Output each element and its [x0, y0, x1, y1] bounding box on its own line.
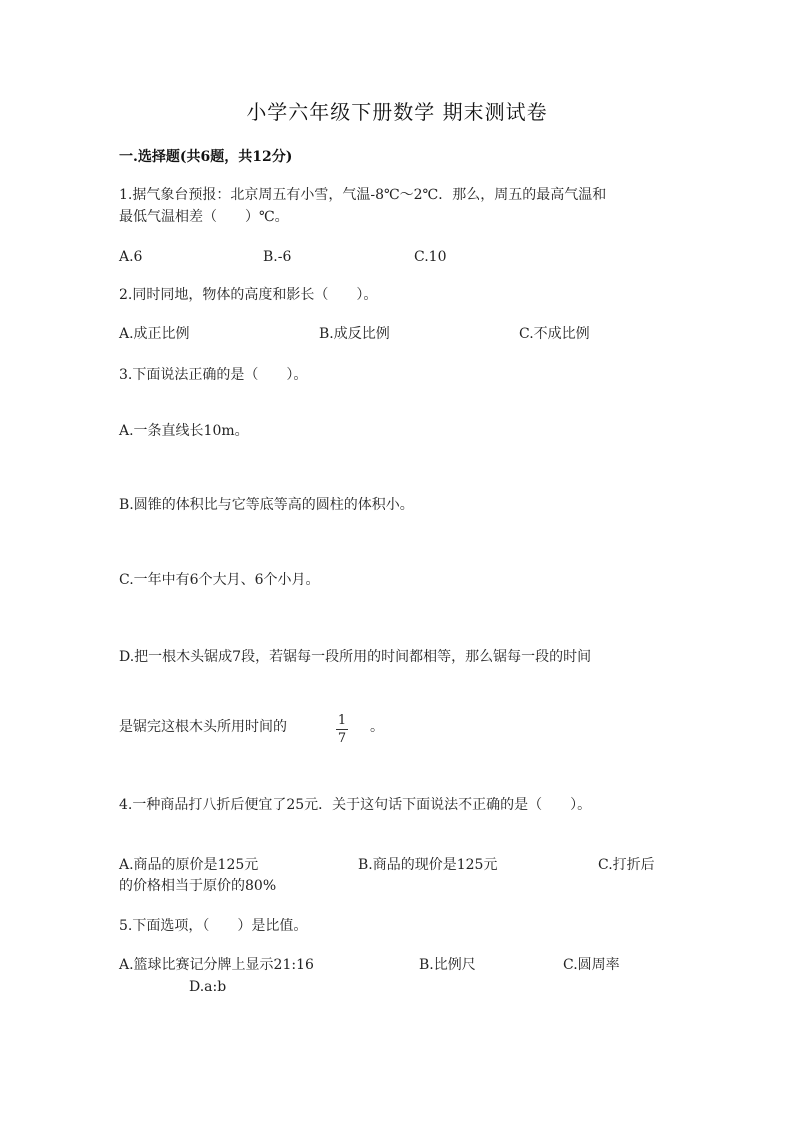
page-title: 小学六年级下册数学 期末测试卷	[246, 100, 548, 124]
question-3-option-b: B.圆锥的体积比与它等底等高的圆柱的体积小。	[119, 497, 414, 513]
question-4-option-a: A.商品的原价是125元	[119, 857, 259, 873]
question-3-option-d-end: 。	[370, 719, 384, 735]
question-1-option-a: A.6	[119, 249, 143, 265]
question-5-option-c: C.圆周率	[563, 957, 620, 973]
question-1-line-1: 1.据气象台预报：北京周五有小雪，气温-8℃～2℃．那么，周五的最高气温和	[119, 187, 607, 203]
question-3-option-d-line-2: 是锯完这根木头所用时间的	[119, 719, 287, 735]
question-3-option-d-line-1: D.把一根木头锯成7段，若锯每一段所用的时间都相等，那么锯每一段的时间	[119, 649, 592, 665]
fraction-one-seventh	[334, 713, 350, 746]
question-3-line-1: 3.下面说法正确的是（ ）。	[119, 367, 308, 383]
fraction-bar	[336, 729, 348, 730]
question-4-option-b: B.商品的现价是125元	[358, 857, 498, 873]
question-5-line-1: 5.下面选项，（ ）是比值。	[119, 918, 308, 934]
question-2-option-a: A.成正比例	[119, 326, 190, 342]
question-4-option-c: C.打折后	[598, 857, 655, 873]
question-4-line-1: 4.一种商品打八折后便宜了25元．关于这句话下面说法不正确的是（ ）。	[119, 797, 592, 813]
fraction-denominator: 7	[337, 731, 347, 746]
fraction-numerator: 1	[337, 713, 347, 728]
question-1-line-2: 最低气温相差（ ）℃。	[119, 209, 289, 225]
question-3-option-a: A.一条直线长10m。	[119, 423, 249, 439]
question-5-option-b: B.比例尺	[419, 957, 476, 973]
question-3-option-c: C.一年中有6个大月、6个小月。	[119, 572, 320, 588]
question-1-option-b: B.-6	[263, 249, 292, 265]
question-5-option-d: D.a:b	[189, 979, 227, 995]
question-5-option-a: A.篮球比赛记分牌上显示21:16	[119, 957, 314, 973]
section-heading: 一.选择题(共6题，共12分)	[119, 149, 293, 165]
question-2-option-b: B.成反比例	[319, 326, 390, 342]
question-4-option-c-continued: 的价格相当于原价的80%	[119, 878, 277, 894]
question-2-option-c: C.不成比例	[519, 326, 590, 342]
question-2-line-1: 2.同时同地，物体的高度和影长（ ）。	[119, 287, 378, 303]
question-1-option-c: C.10	[414, 249, 447, 265]
